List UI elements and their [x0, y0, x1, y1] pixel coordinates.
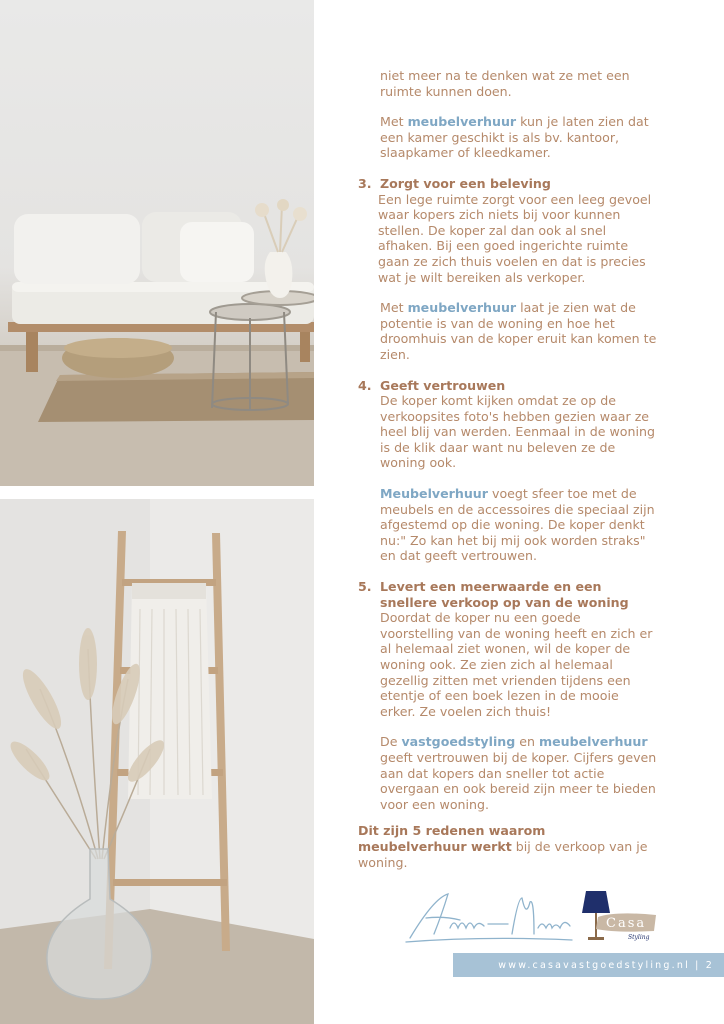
list-item-title: Levert een meerwaarde en een snellere verkoop op van de woning [380, 579, 629, 610]
conclusion-bold: Dit zijn 5 redenen waarom meubelverhuur werkt [358, 823, 546, 854]
intro-followup-after: kun je laten zien dat een kamer geschikt is als bv. kantoor, slaapkamer of kleedkamer. [380, 114, 649, 161]
highlight-meubelverhuur: Meubelverhuur [380, 486, 488, 502]
list-item-number: 5. [358, 579, 372, 595]
conclusion-paragraph [358, 823, 658, 870]
list-item-body: Een lege ruimte zorgt voor een leeg gevoel waar kopers zich niets bij voor kunnen stellen. De koper zal dan ook al snel afhaken. Bij een goed ingerichte ruimte gaan ze zich thuis voelen en dat is precies wat je wilt bereiken als verkoper. [378, 191, 652, 285]
article-text [358, 68, 658, 870]
followup-before: De [380, 734, 402, 750]
highlight-meubelverhuur: meubelverhuur [407, 114, 517, 130]
list-item-number: 4. [358, 377, 372, 393]
followup-before: Met [380, 300, 408, 316]
list-item-followup [358, 734, 658, 812]
photo-ladder-blanket-pampas-vase [0, 499, 314, 1024]
list-item-heading-4 [358, 378, 658, 394]
sofa-scene-illustration [0, 0, 314, 486]
highlight-meubelverhuur: meubelverhuur [539, 734, 648, 750]
conclusion-rest: bij de verkoop van je woning. [358, 838, 648, 870]
followup-after: voegt sfeer toe met de meubels en de accessoires die speciaal zijn afgestemd op die woning. De koper denkt nu:" Zo kan het bij mij ook worden straks" en dat geeft vertrouwen. [380, 486, 655, 564]
followup-after: laat je zien wat de potentie is van de woning en hoe het droomhuis van de koper eruit kan komen te zien. [380, 300, 657, 362]
list-item-number: 3. [358, 175, 372, 191]
list-item-followup [358, 300, 658, 362]
list-item-body: De koper komt kijken omdat ze op de verkoopsites foto's hebben gezien waar ze heel blij van werden. Eenmaal in de woning is de klik daar want nu beleven ze de woning ook. [380, 393, 655, 471]
intro-continued-paragraph: niet meer na te denken wat ze met een ruimte kunnen doen. [380, 68, 630, 99]
highlight-meubelverhuur: meubelverhuur [407, 300, 517, 316]
list-item-title: Geeft vertrouwen [380, 377, 506, 393]
highlight-vastgoedstyling: vastgoedstyling [401, 734, 516, 750]
lamp-icon [576, 887, 658, 943]
svg-text:Casa: Casa [606, 916, 647, 931]
photo-living-room-sofa [0, 0, 314, 486]
footer-text: www.casavastgoedstyling.nl | 2 [498, 959, 714, 971]
list-item-followup [358, 486, 658, 564]
followup-after: geeft vertrouwen bij de koper. Cijfers geven aan dat kopers dan sneller tot actie overgaan en ook bereid zijn meer te bieden voor een woning. [380, 749, 657, 812]
list-item-heading-5 [358, 579, 658, 610]
svg-text:Styling: Styling [628, 934, 650, 941]
intro-followup-before: Met [380, 114, 408, 130]
footer-website-bar [453, 953, 724, 977]
list-item-heading-3 [358, 176, 658, 192]
followup-middle: en [515, 734, 539, 750]
ladder-scene-illustration [0, 499, 314, 1024]
intro-followup-paragraph [358, 114, 658, 161]
casa-logo [576, 887, 658, 943]
list-item-body: Doordat de koper nu een goede voorstelling van de woning heeft en zich er al helemaal ziet wonen, wil de koper de woning ook. Ze zien zich al helemaal gezellig zitten met vrienden tijdens een etentje of een boek lezen in de mooie erker. Ze voelen zich thuis! [380, 610, 653, 719]
list-item-title: Zorgt voor een beleving [380, 175, 551, 191]
signature-anne-marie [404, 888, 574, 946]
